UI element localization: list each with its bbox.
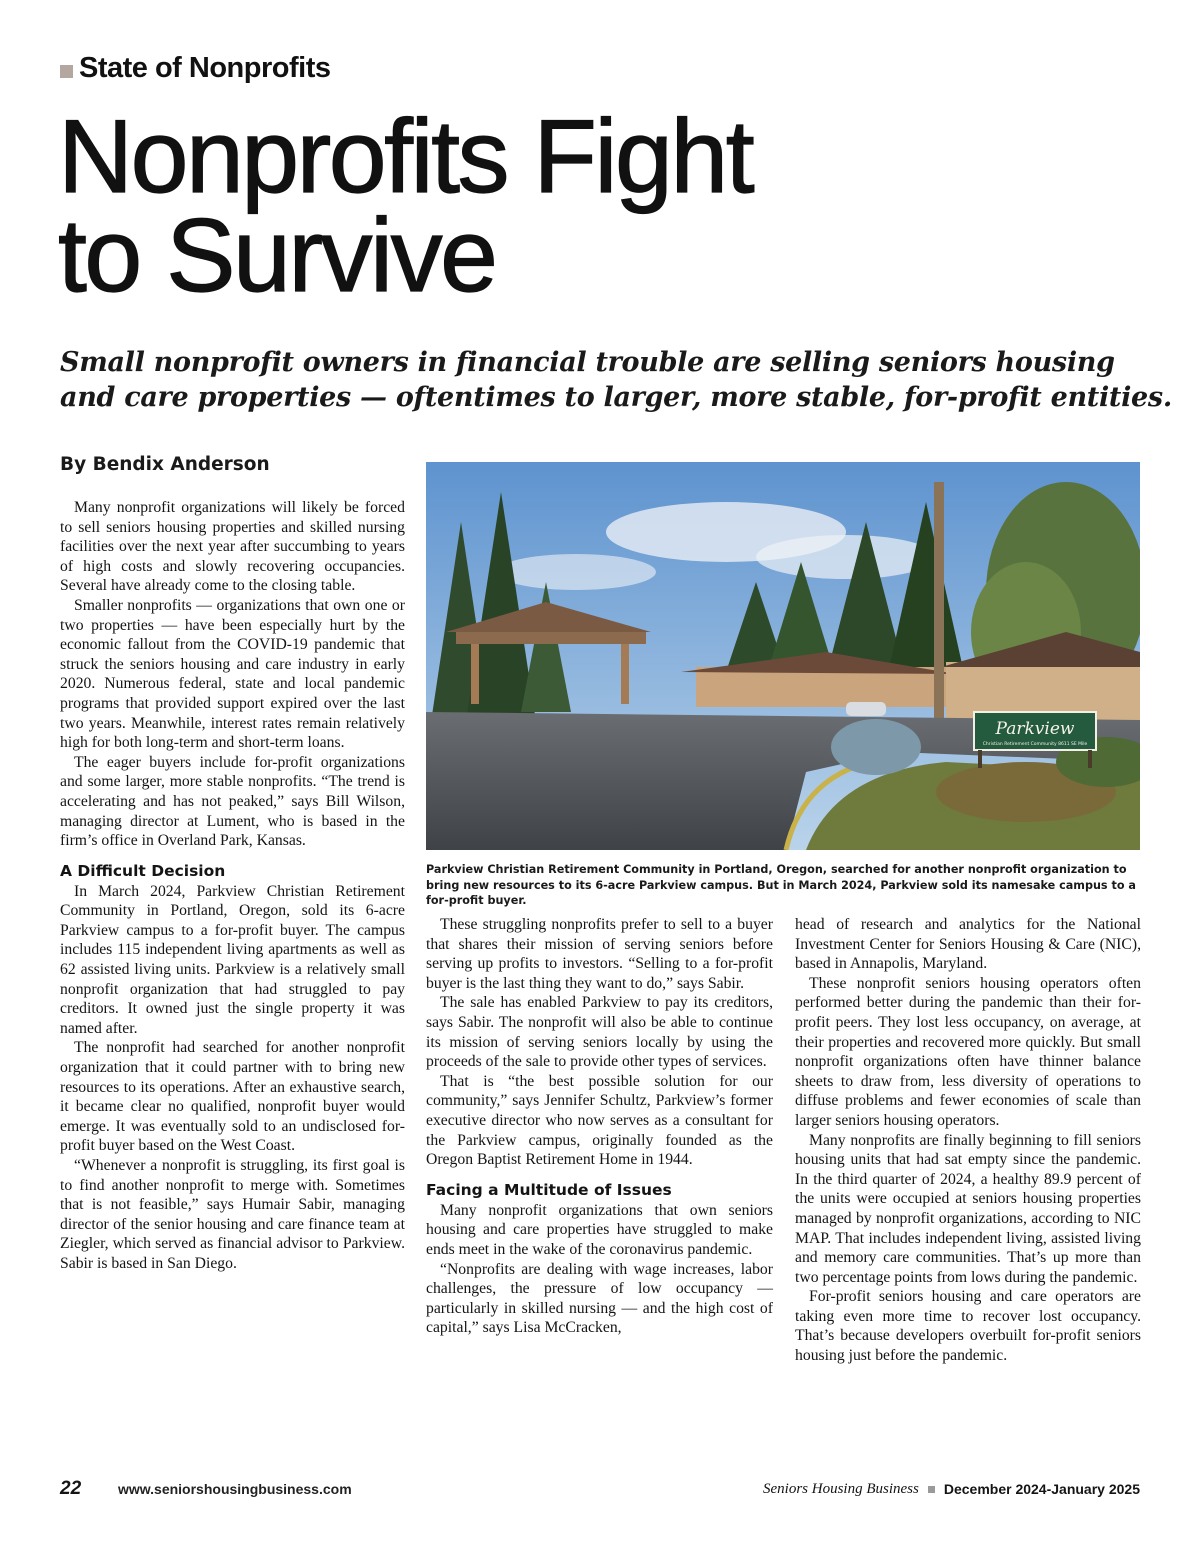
footer-publication bbox=[763, 1481, 1140, 1498]
section-label-text: State of Nonprofits bbox=[79, 52, 331, 84]
subheading: A Difficult Decision bbox=[60, 861, 226, 880]
paragraph: These struggling nonprofits prefer to sell to a buyer that shares their mission of serving seniors before serving up profits to investors. “Selling to a for-profit buyer is the last thing they want to do,” says Sabir. bbox=[426, 916, 773, 992]
article-column-1 bbox=[60, 498, 405, 1274]
paragraph: That is “the best possible solution for our community,” says Jennifer Schultz, Parkview’s former executive director who now serves as a consultant for the Parkview campus, originally founded as the Oregon Baptist Retirement Home in 1944. bbox=[426, 1072, 773, 1169]
paragraph: Smaller nonprofits — organizations that own one or two properties — have been especially hurt by the economic fallout from the COVID-19 pandemic that struck the seniors housing and care industry in early 2020. Numerous federal, state and local pandemic programs that provided support expired over the last two years. Meanwhile, interest rates remain relatively high for both long-term and short-term loans. bbox=[60, 596, 405, 752]
paragraph: Many nonprofit organizations that own seniors housing and care properties have struggled to make ends meet in the wake of the coronavirus pandemic. bbox=[426, 1201, 773, 1258]
paragraph: “Whenever a nonprofit is struggling, its first goal is to find another nonprofit to merge with. Sometimes that is not feasible,” says Humair Sabir, managing director of the senior housing and care finance team at Ziegler, which served as financial advisor to Parkview. Sabir is based in San Diego. bbox=[60, 1157, 405, 1272]
deck-line-2: and care properties — oftentimes to larger, more stable, for-profit entities. bbox=[60, 382, 1172, 413]
headline-line-1: Nonprofits Fight bbox=[58, 99, 753, 215]
paragraph: Many nonprofits are finally beginning to fill seniors housing units that had sat empty since the pandemic. In the third quarter of 2024, a healthy 89.9 percent of the units were occupied at seniors housing properties managed by nonprofit organizations, according to NIC MAP. That includes independent living, assisted living and memory care communities. That’s up more than two percentage points from lows during the pandemic. bbox=[795, 1131, 1141, 1286]
paragraph: The sale has enabled Parkview to pay its creditors, says Sabir. The nonprofit will also be able to continue its mission of serving seniors locally by using the proceeds of the sale to provide other types of services. bbox=[426, 994, 773, 1071]
paragraph: head of research and analytics for the National Investment Center for Seniors Housing & Care (NIC), based in Annapolis, Maryland. bbox=[795, 916, 1141, 973]
deck-line-1: Small nonprofit owners in financial trouble are selling seniors housing bbox=[60, 347, 1115, 378]
paragraph: In March 2024, Parkview Christian Retirement Community in Portland, Oregon, sold its 6-acre Parkview campus to a for-profit buyer. The campus includes 115 independent living apartments as well as 62 assisted living units. Parkview is a relatively small nonprofit organization that had struggled to pay creditors. It owned just the single property it was named after. bbox=[60, 882, 405, 1037]
photo-caption: Parkview Christian Retirement Community in Portland, Oregon, searched for another nonprofit organization to bring new resources to its 6-acre Parkview campus. But in March 2024, Parkview sold its namesake campus to a for-profit buyer. bbox=[426, 863, 1136, 907]
paragraph: For-profit seniors housing and care operators are taking even more time to recover lost occupancy. That’s because developers overbuilt for-profit seniors housing just before the pandemic. bbox=[795, 1288, 1141, 1365]
sign-text: Parkview bbox=[995, 719, 1075, 739]
article-column-2 bbox=[426, 915, 773, 1338]
paragraph: “Nonprofits are dealing with wage increases, labor challenges, the pressure of low occupancy — particularly in skilled nursing — and the high cost of capital,” says Lisa McCracken, bbox=[426, 1260, 773, 1337]
page-footer bbox=[60, 1478, 1140, 1500]
section-label bbox=[60, 52, 331, 85]
footer-square-icon bbox=[928, 1486, 935, 1493]
website-link[interactable]: www.seniorshousingbusiness.com bbox=[118, 1481, 352, 1497]
magazine-name: Seniors Housing Business bbox=[763, 1480, 919, 1497]
headline-line-2: to Survive bbox=[58, 198, 496, 314]
paragraph: Many nonprofit organizations will likely be forced to sell seniors housing properties and skilled nursing facilities over the next year after succumbing to years of high costs and slowly recovering occupancies. Several have already come to the closing table. bbox=[60, 499, 405, 595]
byline: By Bendix Anderson bbox=[60, 454, 270, 475]
headline bbox=[58, 99, 753, 314]
sign-subtext: Christian Retirement Community 8611 SE Mile bbox=[982, 742, 1088, 747]
subheading: Facing a Multitude of Issues bbox=[426, 1180, 672, 1199]
paragraph: These nonprofit seniors housing operators often performed better during the pandemic than their for-profit peers. They lost less occupancy, on average, at their properties and recovered more quickly. But small nonprofit organizations often have thinner balance sheets to draw from, less diversity of operations to diffuse problems and fewer economies of scale than larger seniors housing operators. bbox=[795, 974, 1141, 1129]
campus-photo-illustration bbox=[426, 462, 1140, 850]
issue-date: December 2024-January 2025 bbox=[943, 1481, 1140, 1497]
campus-photo bbox=[426, 462, 1140, 850]
deck bbox=[60, 345, 1172, 415]
paragraph: The eager buyers include for-profit organizations and some larger, more stable nonprofits. “The trend is accelerating and has not peaked,” says Bill Wilson, managing director at Lument, who is based in the firm’s office in Overland Park, Kansas. bbox=[60, 753, 405, 850]
page-number: 22 bbox=[60, 1478, 82, 1499]
paragraph: The nonprofit had searched for another nonprofit organization that it could partner with to bring new resources to its operations. After an exhaustive search, it became clear no qualified, nonprofit buyer would emerge. It was eventually sold to an undisclosed for-profit buyer based on the West Coast. bbox=[60, 1039, 405, 1155]
article-column-3 bbox=[795, 915, 1141, 1366]
section-square-icon bbox=[60, 65, 73, 78]
